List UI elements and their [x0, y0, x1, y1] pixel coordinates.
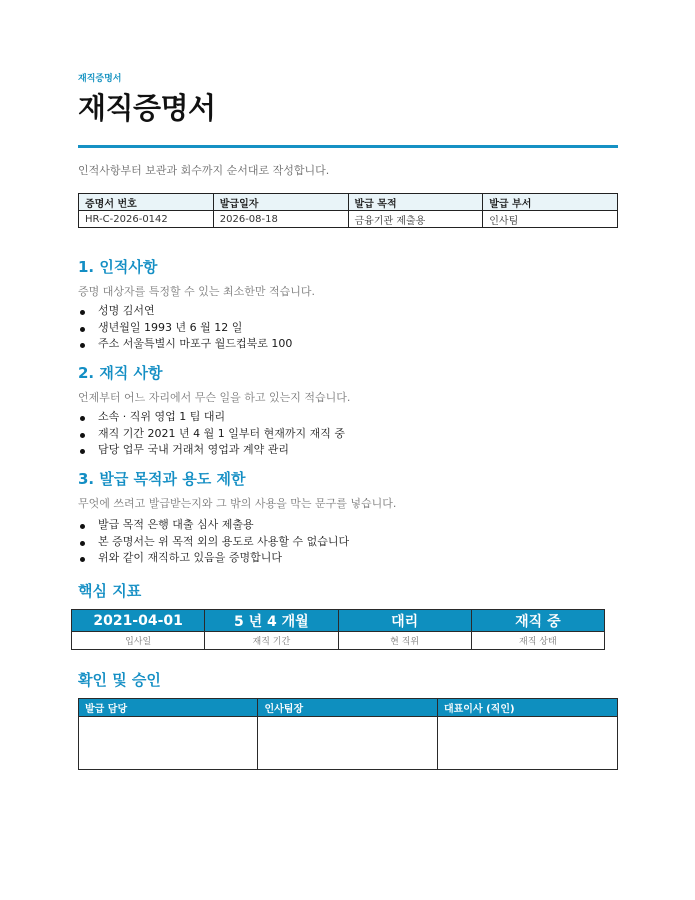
- section-desc-employment: 언제부터 어느 자리에서 무슨 일을 하고 있는지 적습니다.: [78, 391, 351, 404]
- approval-header-cell: 대표이사 (직인): [437, 699, 617, 717]
- meta-value-row: [79, 211, 618, 228]
- list-item: 생년월일 1993 년 6 월 12 일: [78, 320, 292, 337]
- meta-value-cell: 인사팀: [483, 211, 618, 228]
- meta-header-cell: 증명서 번호: [79, 194, 214, 211]
- section-list-personal: [78, 303, 292, 353]
- section-title-purpose: 3. 발급 목적과 용도 제한: [78, 470, 246, 488]
- signature-box-issuer[interactable]: [79, 717, 258, 770]
- kpi-label-row: [72, 632, 605, 650]
- section-desc-purpose: 무엇에 쓰려고 발급받는지와 그 밖의 사용을 막는 문구를 넣습니다.: [78, 497, 397, 510]
- kpi-title: 핵심 지표: [78, 582, 142, 600]
- kpi-table: [71, 609, 605, 650]
- approval-header-cell: 인사팀장: [258, 699, 437, 717]
- section-title-employment: 2. 재직 사항: [78, 364, 163, 382]
- list-item: 위와 같이 재직하고 있음을 증명합니다: [78, 550, 349, 567]
- kpi-label: 재직 기간: [205, 632, 338, 650]
- list-item: 재직 기간 2021 년 4 월 1 일부터 현재까지 재직 중: [78, 426, 345, 443]
- meta-table: [78, 193, 618, 228]
- section-list-employment: [78, 409, 345, 459]
- kpi-label: 재직 상태: [471, 632, 604, 650]
- signature-box-hr-head[interactable]: [258, 717, 437, 770]
- intro-text: 인적사항부터 보관과 회수까지 순서대로 작성합니다.: [78, 164, 330, 177]
- kpi-value-row: [72, 610, 605, 632]
- meta-value-cell: 2026-08-18: [213, 211, 348, 228]
- list-item: 주소 서울특별시 마포구 월드컵북로 100: [78, 336, 292, 353]
- document-title: 재직증명서: [78, 91, 216, 125]
- meta-header-cell: 발급일자: [213, 194, 348, 211]
- kpi-value: 재직 중: [471, 610, 604, 632]
- approval-header-cell: 발급 담당: [79, 699, 258, 717]
- list-item: 성명 김서연: [78, 303, 292, 320]
- kpi-label: 입사일: [72, 632, 205, 650]
- kpi-value: 대리: [338, 610, 471, 632]
- approval-table: [78, 698, 618, 770]
- meta-value-cell: 금융기관 제출용: [348, 211, 483, 228]
- signature-box-ceo[interactable]: [437, 717, 617, 770]
- kpi-value: 2021-04-01: [72, 610, 205, 632]
- meta-header-cell: 발급 목적: [348, 194, 483, 211]
- approval-header-row: [79, 699, 618, 717]
- section-desc-personal: 증명 대상자를 특정할 수 있는 최소한만 적습니다.: [78, 285, 315, 298]
- list-item: 소속 · 직위 영업 1 팀 대리: [78, 409, 345, 426]
- approval-signature-row: [79, 717, 618, 770]
- document-eyebrow: 재직증명서: [78, 74, 122, 84]
- title-rule: [78, 145, 618, 148]
- kpi-label: 현 직위: [338, 632, 471, 650]
- meta-value-cell: HR-C-2026-0142: [79, 211, 214, 228]
- meta-header-row: [79, 194, 618, 211]
- approval-title: 확인 및 승인: [78, 671, 161, 689]
- list-item: 본 증명서는 위 목적 외의 용도로 사용할 수 없습니다: [78, 534, 349, 551]
- section-title-personal: 1. 인적사항: [78, 258, 158, 276]
- list-item: 발급 목적 은행 대출 심사 제출용: [78, 517, 349, 534]
- section-list-purpose: [78, 517, 349, 567]
- list-item: 담당 업무 국내 거래처 영업과 계약 관리: [78, 442, 345, 459]
- kpi-value: 5 년 4 개월: [205, 610, 338, 632]
- meta-header-cell: 발급 부서: [483, 194, 618, 211]
